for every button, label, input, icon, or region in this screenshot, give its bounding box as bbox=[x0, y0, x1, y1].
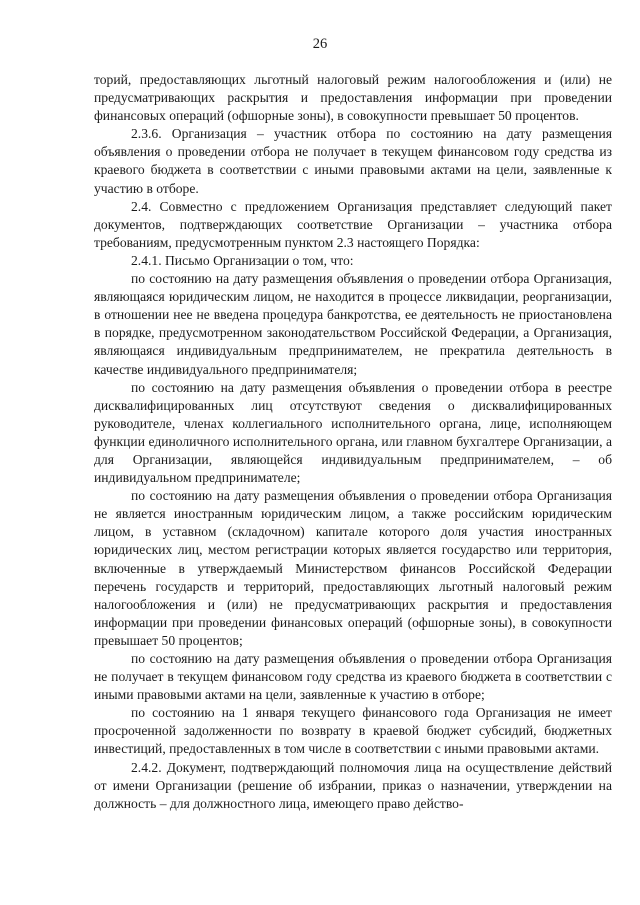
document-body bbox=[94, 71, 612, 813]
paragraph-2-4: 2.4. Совместно с предложением Организация представляет следующий пакет документов, подтверждающих соответствие Организации – участника отбора требованиям, предусмотренным пунктом 2.3 настоящего Порядка: bbox=[94, 198, 612, 250]
paragraph-not-liquidated: по состоянию на дату размещения объявления о проведении отбора Организация, являющаяся юридическим лицом, не находится в процессе ликвидации, реорганизации, в отношении нее не введена процедура банкротства, ее деятельность не приостановлена в порядке, предусмотренном законодательством Российской Федерации, а Организация, являющаяся индивидуальным предпринимателем, не прекратила деятельность в качестве индивидуального предпринимателя; bbox=[94, 271, 612, 377]
paragraph-not-foreign-entity: по состоянию на дату размещения объявления о проведении отбора Организация не является иностранным юридическим лицом, а также российским юридическим лицом, в уставном (складочном) капитале которого доля участия иностранных юридических лиц, местом регистрации которых является государство или территория, включенные в утверждаемый Министерством финансов Российской Федерации перечень государств и территорий, предоставляющих льготный налоговый режим налогообложения и (или) не предусматривающих раскрытия и предоставления информации при проведении финансовых операций (офшорные зоны), в совокупности превышает 50 процентов; bbox=[94, 488, 612, 648]
paragraph-continuation: торий, предоставляющих льготный налоговый режим налогообложения и (или) не предусматривающих раскрытия и предоставления информации при проведении финансовых операций (офшорные зоны), в совокупности превышает 50 процентов. bbox=[94, 72, 612, 124]
paragraph-2-3-6: 2.3.6. Организация – участник отбора по состоянию на дату размещения объявления о проведении отбора не получает в текущем финансовом году средства из краевого бюджета в соответствии с иными правовыми актами на цели, заявленные к участию в отборе. bbox=[94, 126, 612, 196]
paragraph-no-regional-funds: по состоянию на дату размещения объявления о проведении отбора Организация не получает в текущем финансовом году средства из краевого бюджета в соответствии с иными правовыми актами на цели, заявленные к участию в отборе; bbox=[94, 651, 612, 703]
paragraph-no-overdue-debt: по состоянию на 1 января текущего финансового года Организация не имеет просроченной задолженности по возврату в краевой бюджет субсидий, бюджетных инвестиций, предоставленных в том числе в соответствии с иными правовыми актами. bbox=[94, 705, 612, 757]
paragraph-2-4-2: 2.4.2. Документ, подтверждающий полномочия лица на осуществление действий от имени Организации (решение об избрании, приказ о назначении, утверждении на должность – для должностного лица, имеющего право действо- bbox=[94, 759, 612, 811]
page-number: 26 bbox=[312, 36, 328, 52]
paragraph-2-4-1: 2.4.1. Письмо Организации о том, что: bbox=[131, 252, 354, 268]
paragraph-disqualified-persons: по состоянию на дату размещения объявления о проведении отбора в реестре дисквалифицированных лиц отсутствуют сведения о дисквалифицированных руководителе, членах коллегиального исполнительного органа, лице, исполняющем функции единоличного исполнительного органа, или главном бухгалтере Организации, а для Организации, являющейся индивидуальным предпринимателем, – об индивидуальном предпринимателе; bbox=[94, 379, 612, 486]
